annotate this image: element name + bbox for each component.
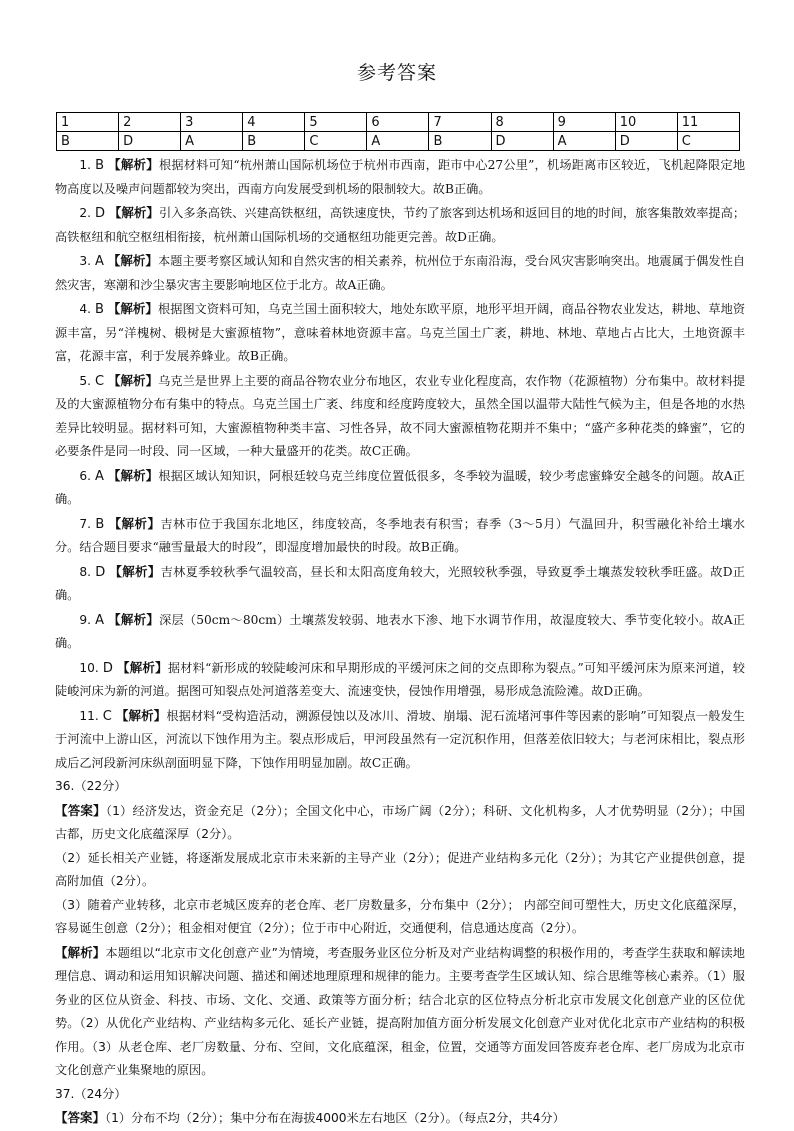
q36-analysis-text: 本题组以“北京市文化创意产业”为情境，考查服务业区位分析及对产业结构调整的积极作用的，考查学生获取和解读地理信息、调动和运用知识解决问题、描述和阐述地理原理和规律的能力。主要考查学生区域认知、综合思维等核心素养。（1）服务业的区位从资金、科技、市场、文化、交通、政策等方面分析；结合北京的区位特点分析北京市发展文化创意产业的区位优势。（2）从优化产业结构、产业结构多元化、延长产业链，提高附加值方面分析发展文化创意产业对优化北京市产业结构的积极作用。（3）从老仓库、老厂房数量、分布、空间，文化底蕴深，租金，位置，交通等方面发回答废弃老仓库、老厂房成为北京市文化创意产业集聚地的原因。: [55, 945, 745, 1077]
explanation-number: 11.: [79, 708, 99, 723]
explanation-tag: 【解析】: [109, 563, 161, 579]
explanation-text: 吉林夏季较秋季气温较高，昼长和太阳高度角较大，光照较秋季强，导致夏季土壤蒸发较秋季旺盛。故D正确。: [55, 564, 745, 602]
table-cell-answer: D: [119, 132, 181, 151]
table-cell-answer: A: [367, 132, 429, 151]
explanation-answer: D: [94, 206, 105, 221]
explanation-text: 根据材料“受构造活动，溯源侵蚀以及冰川、滑坡、崩塌、泥石流堵河事件等因素的影响”可知裂点一般发生于河流中上游山区，河流以下蚀作用为主。裂点形成后，甲河段虽然有一定沉积作用，但落差依旧较大；与老河床相比，裂点形成后乙河段新河床纵剖面明显下降，下蚀作用明显加剧。故C正确。: [55, 708, 745, 770]
table-cell-answer: B: [243, 132, 305, 151]
explanation-tag: 【解析】: [108, 205, 159, 220]
explanation-tag: 【解析】: [107, 301, 158, 316]
explanation-tag: 【解析】: [107, 253, 158, 268]
explanation-text: 据材料“新形成的较陡峻河床和早期形成的平缓河床之间的交点即称为裂点。”可知平缓河床为原来河道，较陡峻河床为新的河道。据图可知裂点处河道落差变大、流速变快，侵蚀作用增强，易形成急流险滩。故D正确。: [55, 660, 745, 698]
explanation-item: [55, 704, 745, 776]
explanation-number: 10.: [79, 660, 99, 675]
explanation-answer: B: [95, 158, 105, 173]
explanation-item: [55, 201, 745, 249]
explanation-tag: 【解析】: [108, 515, 161, 531]
explanation-tag: 【解析】: [115, 707, 167, 723]
q37-answer-p1: [55, 1106, 745, 1131]
q36-answer-text-1: （1）经济发达，资金充足（2分）；全国文化中心，市场广阔（2分）；科研、文化机构多，人才优势明显（2分）；中国古都，历史文化底蕴深厚（2分）。: [55, 803, 745, 841]
explanation-answer: B: [95, 516, 105, 532]
explanation-text: 乌克兰是世界上主要的商品谷物农业分布地区，农业专业化程度高，农作物（花源植物）分布集中。故材料提及的大蜜源植物分布有集中的特点。乌克兰国土广袤、纬度和经度跨度较大，虽然全国以温带大陆性气候为主，但是各地的水热差异比较明显。据材料可知，大蜜源植物种类丰富、习性各异，故不同大蜜源植物花期并不集中；“盛产多种花类的蜂蜜”，它的必要条件是同一时段、同一区域，一种大量盛开的花类。故C正确。: [55, 373, 746, 458]
table-cell-answer: C: [305, 132, 367, 151]
explanation-answer: A: [95, 612, 105, 628]
explanation-text: 根据区域认知知识，阿根廷较乌克兰纬度位置低很多，冬季较为温暖，较少考虑蜜蜂安全越冬的问题。故A正确。: [55, 468, 745, 506]
explanation-number: 9.: [79, 612, 92, 627]
table-cell-answer: B: [57, 132, 119, 151]
answer-content: [55, 153, 745, 1131]
q36-answer-p3: （3）随着产业转移，北京市老城区废弃的老仓库、老厂房数量多，分布集中（2分）； 内部空间可塑性大，历史文化底蕴深厚，容易诞生创意（2分）；租金相对便宜（2分）；位于市中心附近，交通便利，信息通达度高（2分）。: [55, 897, 745, 935]
explanation-item: [55, 369, 745, 464]
q36-analysis-tag: 【解析】: [55, 944, 106, 960]
explanation-item: [55, 153, 745, 201]
answer-table-number-row: [57, 113, 740, 132]
explanation-answer: A: [95, 468, 104, 484]
explanation-number: 5.: [79, 373, 92, 388]
explanation-text: 根据材料可知“杭州萧山国际机场位于杭州市西南，距市中心27公里”，机场距离市区较近，飞机起降限定地物高度以及噪声问题都较为突出，西南方向发展受到机场的限制较大。故B正确。: [55, 158, 746, 196]
table-cell-number: 9: [553, 113, 615, 132]
table-cell-answer: B: [429, 132, 491, 151]
answer-table: [56, 112, 740, 151]
q37-answer-text-1: （1）分布不均（2分）；集中分布在海拔4000米左右地区（2分）。（每点2分，共4分）: [105, 1111, 565, 1125]
explanation-text: 深层（50cm～80cm）土壤蒸发较弱、地表水下渗、地下水调节作用，故湿度较大、季节变化较小。故A正确。: [55, 612, 745, 650]
explanation-text: 引入多条高铁、兴建高铁枢纽，高铁速度快，节约了旅客到达机场和返回目的地的时间，旅客集散效率提高；高铁枢纽和航空枢纽相衔接，杭州萧山国际机场的交通枢纽功能更完善。故D正确。: [55, 206, 746, 244]
table-cell-number: 10: [615, 113, 677, 132]
explanation-answer: A: [94, 254, 104, 269]
explanation-answer: C: [102, 708, 112, 724]
explanation-answer: D: [95, 564, 106, 580]
table-cell-number: 5: [305, 113, 367, 132]
explanation-number: 6.: [79, 468, 92, 483]
explanation-tag: 【解析】: [107, 467, 159, 483]
explanation-tag: 【解析】: [108, 157, 159, 172]
q36-analysis: [55, 941, 745, 1083]
table-cell-answer: C: [677, 132, 739, 151]
q37-answer-tag: 【答案】: [55, 1110, 106, 1125]
table-cell-number: 8: [491, 113, 553, 132]
explanation-item: [55, 249, 745, 297]
q36-answer-tag: 【答案】: [55, 802, 106, 818]
explanation-text: 吉林市位于我国东北地区，纬度较高，冬季地表有积雪；春季（3～5月）气温回升，积雪融化补给土壤水分。结合题目要求“融雪量最大的时段”，即湿度增加最快的时段。故B正确。: [55, 516, 745, 554]
explanation-tag: 【解析】: [107, 372, 159, 388]
explanation-number: 3.: [79, 254, 92, 268]
q37-header: 37.（24分）: [55, 1086, 127, 1101]
explanation-item: [55, 608, 745, 656]
explanation-number: 2.: [79, 206, 92, 220]
explanation-item: [55, 512, 745, 560]
explanation-item: [55, 297, 745, 369]
q36-answer-p2: （2）延长相关产业链，将逐渐发展成北京市未来新的主导产业（2分）；促进产业结构多元化（2分）；为其它产业提供创意，提高附加值（2分）。: [55, 850, 745, 888]
explanation-answer: D: [102, 660, 113, 676]
explanation-number: 4.: [79, 302, 92, 316]
page-title: 参考答案: [356, 62, 437, 84]
table-cell-number: 2: [119, 113, 181, 132]
explanation-number: 1.: [79, 158, 92, 172]
explanation-answer: C: [94, 373, 105, 389]
q36-answer-p1: [55, 799, 745, 847]
explanation-text: 根据图文资料可知，乌克兰国土面积较大，地处东欧平原，地形平坦开阔，商品谷物农业发达，耕地、草地资源丰富，另“洋槐树、椴树是大蜜源植物”，意味着林地资源丰富。乌克兰国土广袤，耕地、林地、草地占占比大，土地资源丰富，花源丰富，利于发展养蜂业。故B正确。: [55, 302, 746, 363]
table-cell-answer: D: [491, 132, 553, 151]
table-cell-number: 1: [57, 113, 119, 132]
explanation-number: 8.: [79, 564, 92, 579]
table-cell-number: 6: [367, 113, 429, 132]
table-cell-answer: D: [615, 132, 677, 151]
explanation-item: [55, 560, 745, 608]
explanation-list: [55, 153, 745, 775]
table-cell-answer: A: [181, 132, 243, 151]
explanation-tag: 【解析】: [108, 611, 160, 627]
explanation-tag: 【解析】: [116, 659, 168, 675]
table-cell-number: 3: [181, 113, 243, 132]
answer-table-answer-row: [57, 132, 740, 151]
explanation-item: [55, 464, 745, 512]
explanation-answer: B: [94, 302, 104, 317]
table-cell-number: 7: [429, 113, 491, 132]
q36-header: 36.（22分）: [55, 779, 127, 793]
explanation-number: 7.: [79, 516, 92, 531]
explanation-text: 本题主要考察区域认知和自然灾害的相关素养，杭州位于东南沿海，受台风灾害影响突出。地震属于偶发性自然灾害，寒潮和沙尘暴灾害主要影响地区位于北方。故A正确。: [55, 254, 746, 292]
explanation-item: [55, 656, 745, 704]
table-cell-answer: A: [553, 132, 615, 151]
table-cell-number: 11: [677, 113, 739, 132]
table-cell-number: 4: [243, 113, 305, 132]
